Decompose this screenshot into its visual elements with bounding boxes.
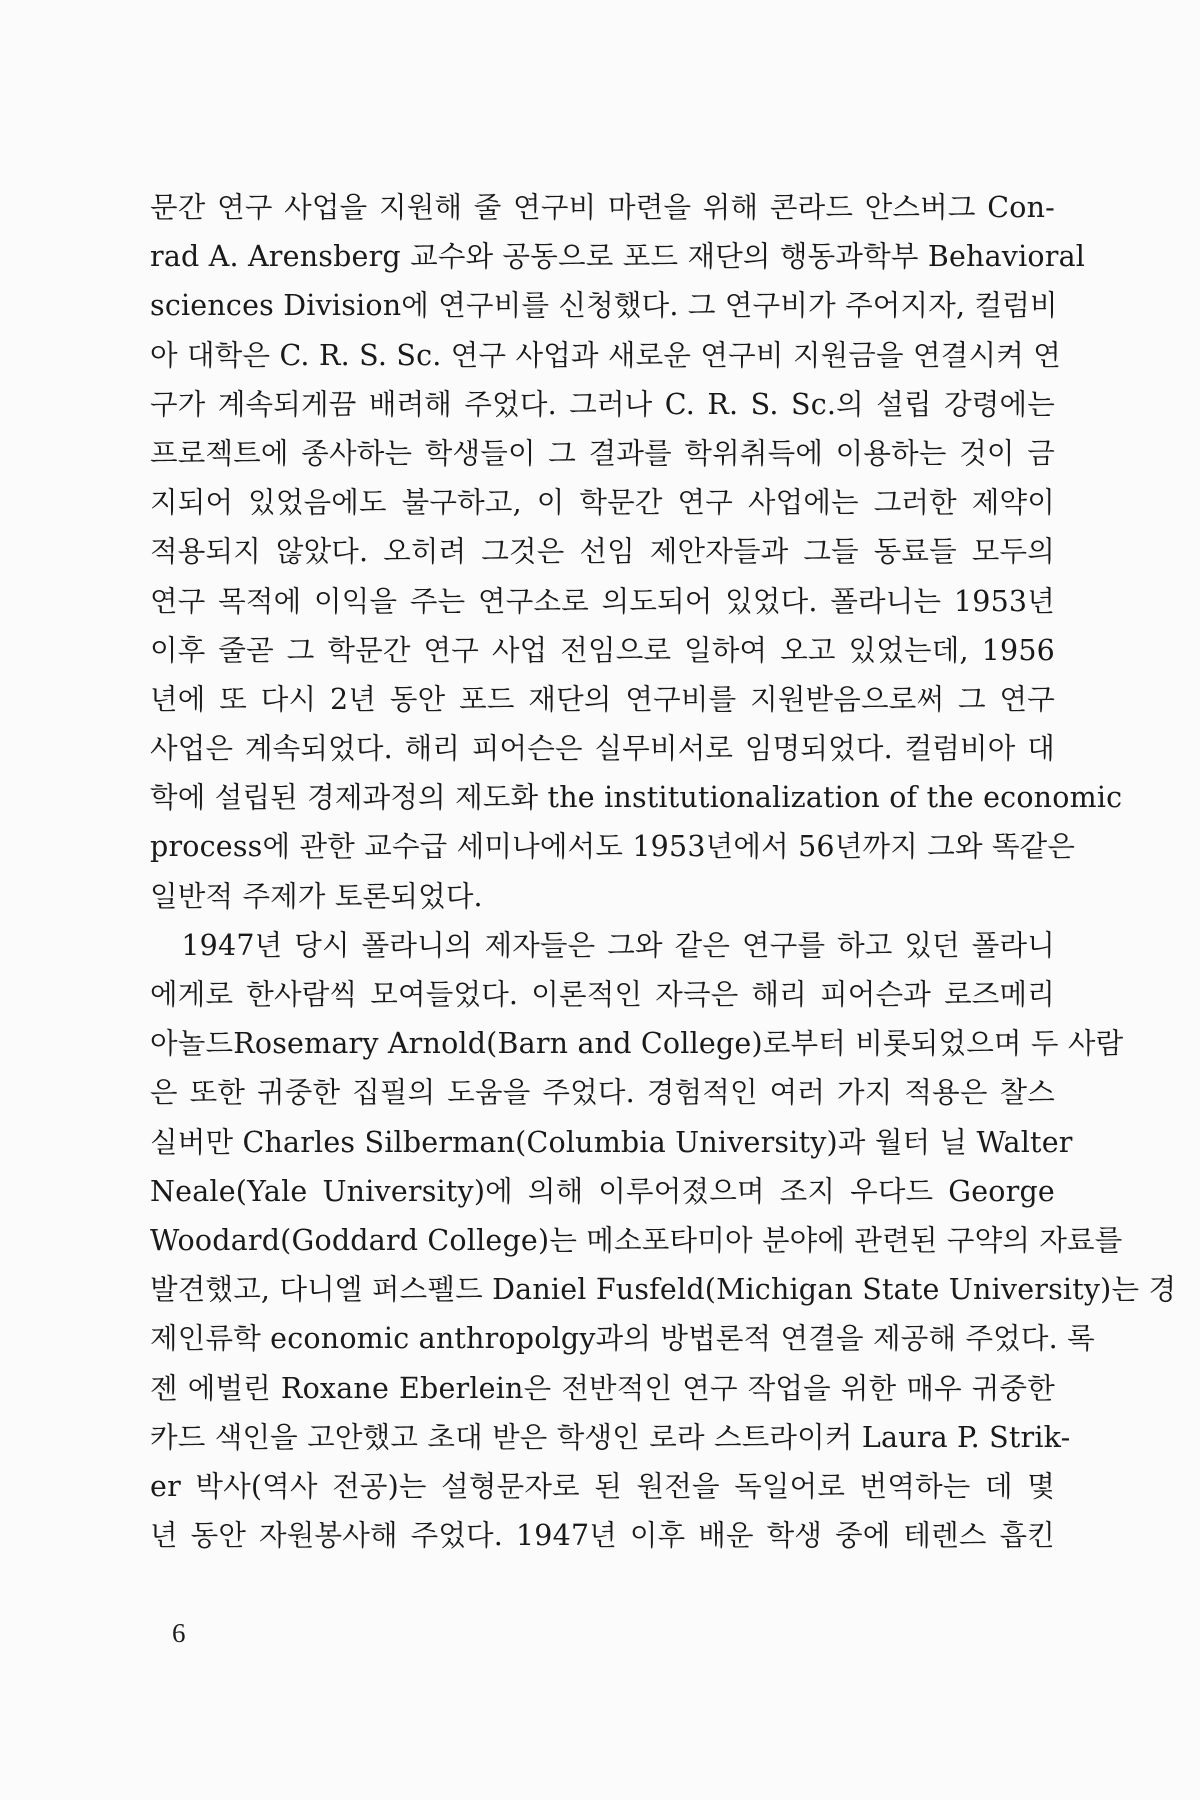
text-line: 프로젝트에 종사하는 학생들이 그 결과를 학위취득에 이용하는 것이 금 [150, 436, 1055, 470]
text-line: 에게로 한사람씩 모여들었다. 이론적인 자극은 해리 피어슨과 로즈메리 [150, 978, 1055, 1011]
text-line: 실버만 Charles Silberman(Columbia University)과 월터 닐 Walter [150, 1125, 1073, 1159]
text-line: 아놀드Rosemary Arnold(Barn and College)로부터 비롯되었으며 두 사람 [150, 1027, 1124, 1061]
text-line: 구가 계속되게끔 배려해 주었다. 그러나 C. R. S. Sc.의 설립 강령에는 [150, 387, 1055, 421]
text-line: 제인류학 economic anthropolgy과의 방법론적 연결을 제공해 주었다. 록 [150, 1322, 1095, 1356]
text-line: 이후 줄곧 그 학문간 연구 사업 전임으로 일하여 오고 있었는데, 1956 [150, 633, 1055, 667]
text-line: er 박사(역사 전공)는 설형문자로 된 원전을 독일어로 번역하는 데 몇 [150, 1469, 1055, 1503]
text-line: 년 동안 자원봉사해 주었다. 1947년 이후 배운 학생 중에 테렌스 흡킨 [150, 1519, 1055, 1553]
text-line: process에 관한 교수급 세미나에서도 1953년에서 56년까지 그와 똑같은 [150, 830, 1076, 864]
text-line: 학에 설립된 경제과정의 제도화 the institutionalization of the economic [150, 781, 1123, 815]
text-line: sciences Division에 연구비를 신청했다. 그 연구비가 주어지자, 컬럼비 [150, 289, 1058, 323]
page-number: 6 [172, 1618, 186, 1648]
text-line: 적용되지 않았다. 오히려 그것은 선임 제안자들과 그들 동료들 모두의 [150, 535, 1055, 569]
text-line: 문간 연구 사업을 지원해 줄 연구비 마련을 위해 콘라드 안스버그 Con- [150, 191, 1055, 224]
text-line: 아 대학은 C. R. S. Sc. 연구 사업과 새로운 연구비 지원금을 연결시켜 연 [150, 338, 1061, 372]
text-line: 1947년 당시 폴라니의 제자들은 그와 같은 연구를 하고 있던 폴라니 [150, 928, 1055, 962]
text-line: 지되어 있었음에도 불구하고, 이 학문간 연구 사업에는 그러한 제약이 [150, 486, 1055, 520]
text-line: 은 또한 귀중한 집필의 도움을 주었다. 경험적인 여러 가지 적용은 찰스 [150, 1076, 1055, 1110]
text-line: 연구 목적에 이익을 주는 연구소로 의도되어 있었다. 폴라니는 1953년 [150, 584, 1055, 618]
text-line: 일반적 주제가 토론되었다. [150, 879, 483, 913]
text-line: rad A. Arensberg 교수와 공동으로 포드 재단의 행동과학부 Behavioral [150, 240, 1086, 274]
text-line: 젠 에벌린 Roxane Eberlein은 전반적인 연구 작업을 위한 매우 귀중한 [150, 1371, 1055, 1405]
body-text [150, 183, 1177, 1560]
text-line: Woodard(Goddard College)는 메소포타미아 분야에 관련된 구약의 자료를 [150, 1223, 1123, 1257]
text-line: 발견했고, 다니엘 퍼스펠드 Daniel Fusfeld(Michigan State University)는 경 [150, 1273, 1177, 1307]
text-line: 카드 색인을 고안했고 초대 받은 학생인 로라 스트라이커 Laura P. Strik- [150, 1420, 1071, 1454]
text-line: 사업은 계속되었다. 해리 피어슨은 실무비서로 임명되었다. 컬럼비아 대 [150, 732, 1055, 766]
text-line: 년에 또 다시 2년 동안 포드 재단의 연구비를 지원받음으로써 그 연구 [150, 682, 1055, 716]
text-line: Neale(Yale University)에 의해 이루어졌으며 조지 우다드 George [150, 1174, 1055, 1208]
